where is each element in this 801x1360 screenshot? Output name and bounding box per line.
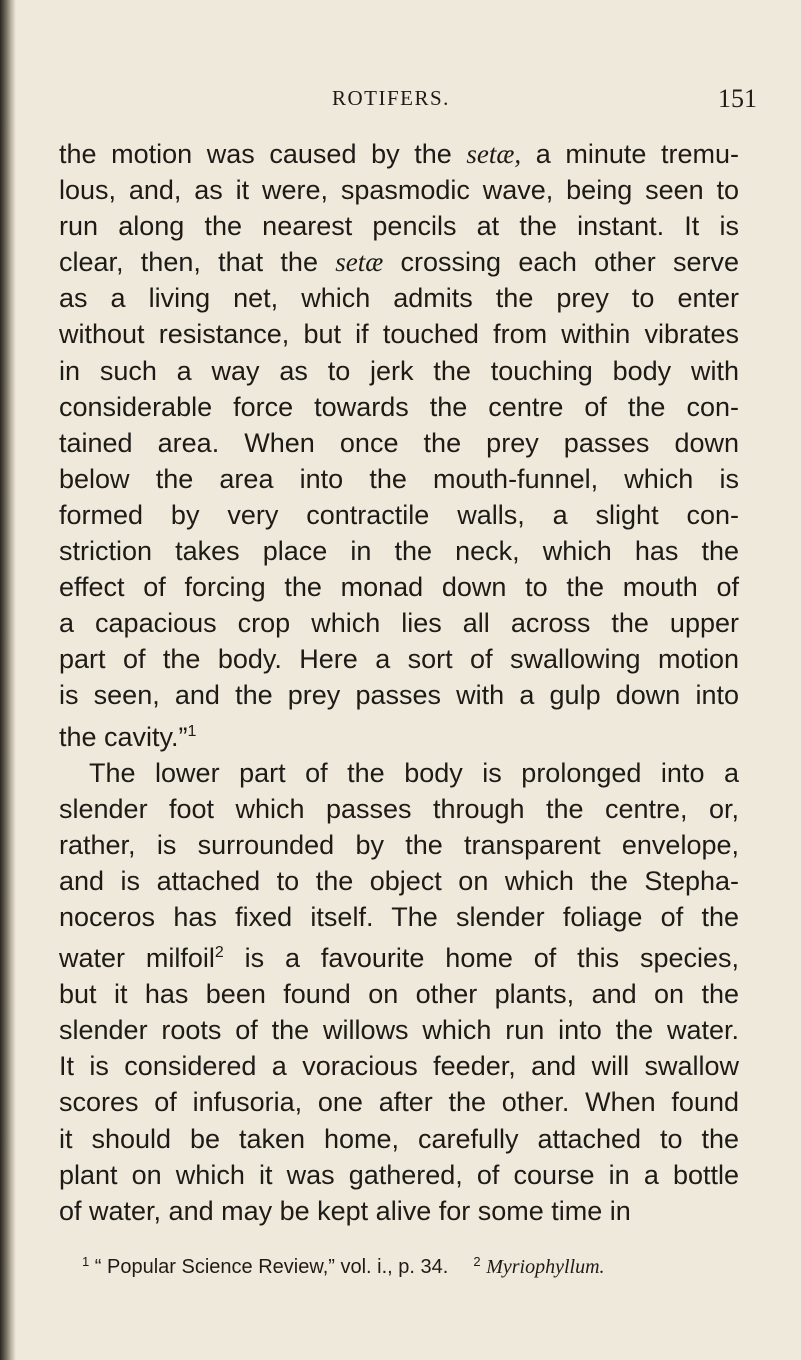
text-line — [59, 827, 739, 863]
italic-term: setæ — [335, 247, 384, 278]
text-segment: slender roots of the willows which run into the water. — [59, 1015, 739, 1046]
footnote-1 — [82, 1256, 454, 1278]
text-line — [59, 791, 739, 827]
text-segment: as a living net, which admits the prey to enter — [59, 283, 739, 314]
text-line — [59, 353, 739, 389]
footnote-2-text: Myriophyllum. — [486, 1256, 605, 1278]
text-segment: striction takes place in the neck, which has the — [59, 536, 739, 567]
text-line — [59, 1157, 739, 1193]
text-line — [59, 976, 739, 1012]
text-line — [59, 1084, 739, 1120]
text-segment: of water, and may be kept alive for some time in — [59, 1195, 631, 1226]
text-segment: the motion was caused by the — [59, 139, 467, 169]
text-line — [59, 1048, 739, 1084]
text-segment: run along the nearest pencils at the instant. It is — [59, 211, 739, 242]
text-line — [59, 1193, 739, 1229]
footnote-1-text: “ Popular Science Review,” vol. i., p. 34. — [94, 1256, 449, 1278]
text-line — [59, 497, 739, 533]
footnote-reference: 1 — [187, 722, 197, 740]
text-segment: slender foot which passes through the centre, or, — [59, 793, 739, 824]
text-segment: tained area. When once the prey passes down — [59, 427, 739, 458]
text-segment: is a favourite home of this species, — [223, 943, 739, 974]
text-segment: plant on which it was gathered, of course in a bottle — [59, 1159, 739, 1190]
text-segment: and is attached to the object on which the Stepha- — [59, 865, 739, 896]
text-line — [59, 1121, 739, 1157]
text-segment: noceros has fixed itself. The slender foliage of the — [59, 901, 739, 932]
text-segment: the cavity.” — [59, 721, 188, 752]
book-binding-shadow — [0, 0, 16, 1360]
text-segment: clear, then, that the — [59, 247, 336, 278]
text-segment: in such a way as to jerk the touching body with — [59, 355, 739, 386]
footnotes — [82, 1254, 742, 1279]
text-line — [59, 935, 739, 976]
text-line — [59, 677, 739, 713]
text-line — [59, 316, 739, 352]
text-segment: formed by very contractile walls, a slight con- — [59, 499, 739, 530]
text-segment: a minute tremu- — [521, 139, 739, 169]
footnote-2 — [473, 1256, 604, 1278]
page-header — [0, 80, 801, 120]
text-line — [59, 280, 739, 316]
text-line — [59, 755, 739, 791]
italic-term: setæ, — [466, 139, 522, 169]
running-title: ROTIFERS. — [332, 86, 450, 110]
text-segment: crossing each other serve — [383, 247, 739, 278]
text-line — [59, 1012, 739, 1048]
footnote-1-marker: 1 — [82, 1254, 90, 1269]
text-segment: without resistance, but if touched from within vibrates — [59, 319, 739, 350]
text-segment: It is considered a voracious feeder, and will swallow — [59, 1051, 739, 1082]
text-line — [59, 208, 739, 244]
text-segment: scores of infusoria, one after the other. When found — [59, 1087, 739, 1118]
text-line — [59, 899, 739, 935]
text-segment: it should be taken home, carefully attached to the — [59, 1123, 739, 1154]
text-line — [59, 569, 739, 605]
text-line — [59, 533, 739, 569]
text-segment: but it has been found on other plants, and on the — [59, 979, 739, 1010]
page-number: 151 — [718, 84, 757, 113]
text-line — [59, 461, 739, 497]
text-line — [59, 172, 739, 208]
text-segment: The lower part of the body is prolonged into a — [89, 757, 739, 788]
text-line — [59, 863, 739, 899]
text-segment: effect of forcing the monad down to the mouth of — [59, 572, 739, 603]
text-line — [59, 136, 739, 172]
text-line — [59, 389, 739, 425]
text-segment: below the area into the mouth-funnel, which is — [59, 463, 739, 494]
text-line — [59, 714, 739, 755]
text-segment: rather, is surrounded by the transparent envelope, — [59, 829, 739, 860]
text-segment: a capacious crop which lies all across the upper — [59, 608, 739, 639]
text-segment: is seen, and the prey passes with a gulp down into — [59, 680, 739, 711]
footnote-2-marker: 2 — [473, 1254, 481, 1269]
text-segment: part of the body. Here a sort of swallowing motion — [59, 644, 739, 675]
text-line — [59, 244, 739, 280]
body-text — [59, 136, 739, 1229]
text-segment: considerable force towards the centre of the con- — [59, 391, 739, 422]
footnote-reference: 2 — [214, 944, 224, 962]
text-line — [59, 425, 739, 461]
text-segment: lous, and, as it were, spasmodic wave, being seen to — [59, 175, 739, 206]
text-line — [59, 605, 739, 641]
text-line — [59, 641, 739, 677]
text-segment: water milfoil — [59, 943, 215, 974]
